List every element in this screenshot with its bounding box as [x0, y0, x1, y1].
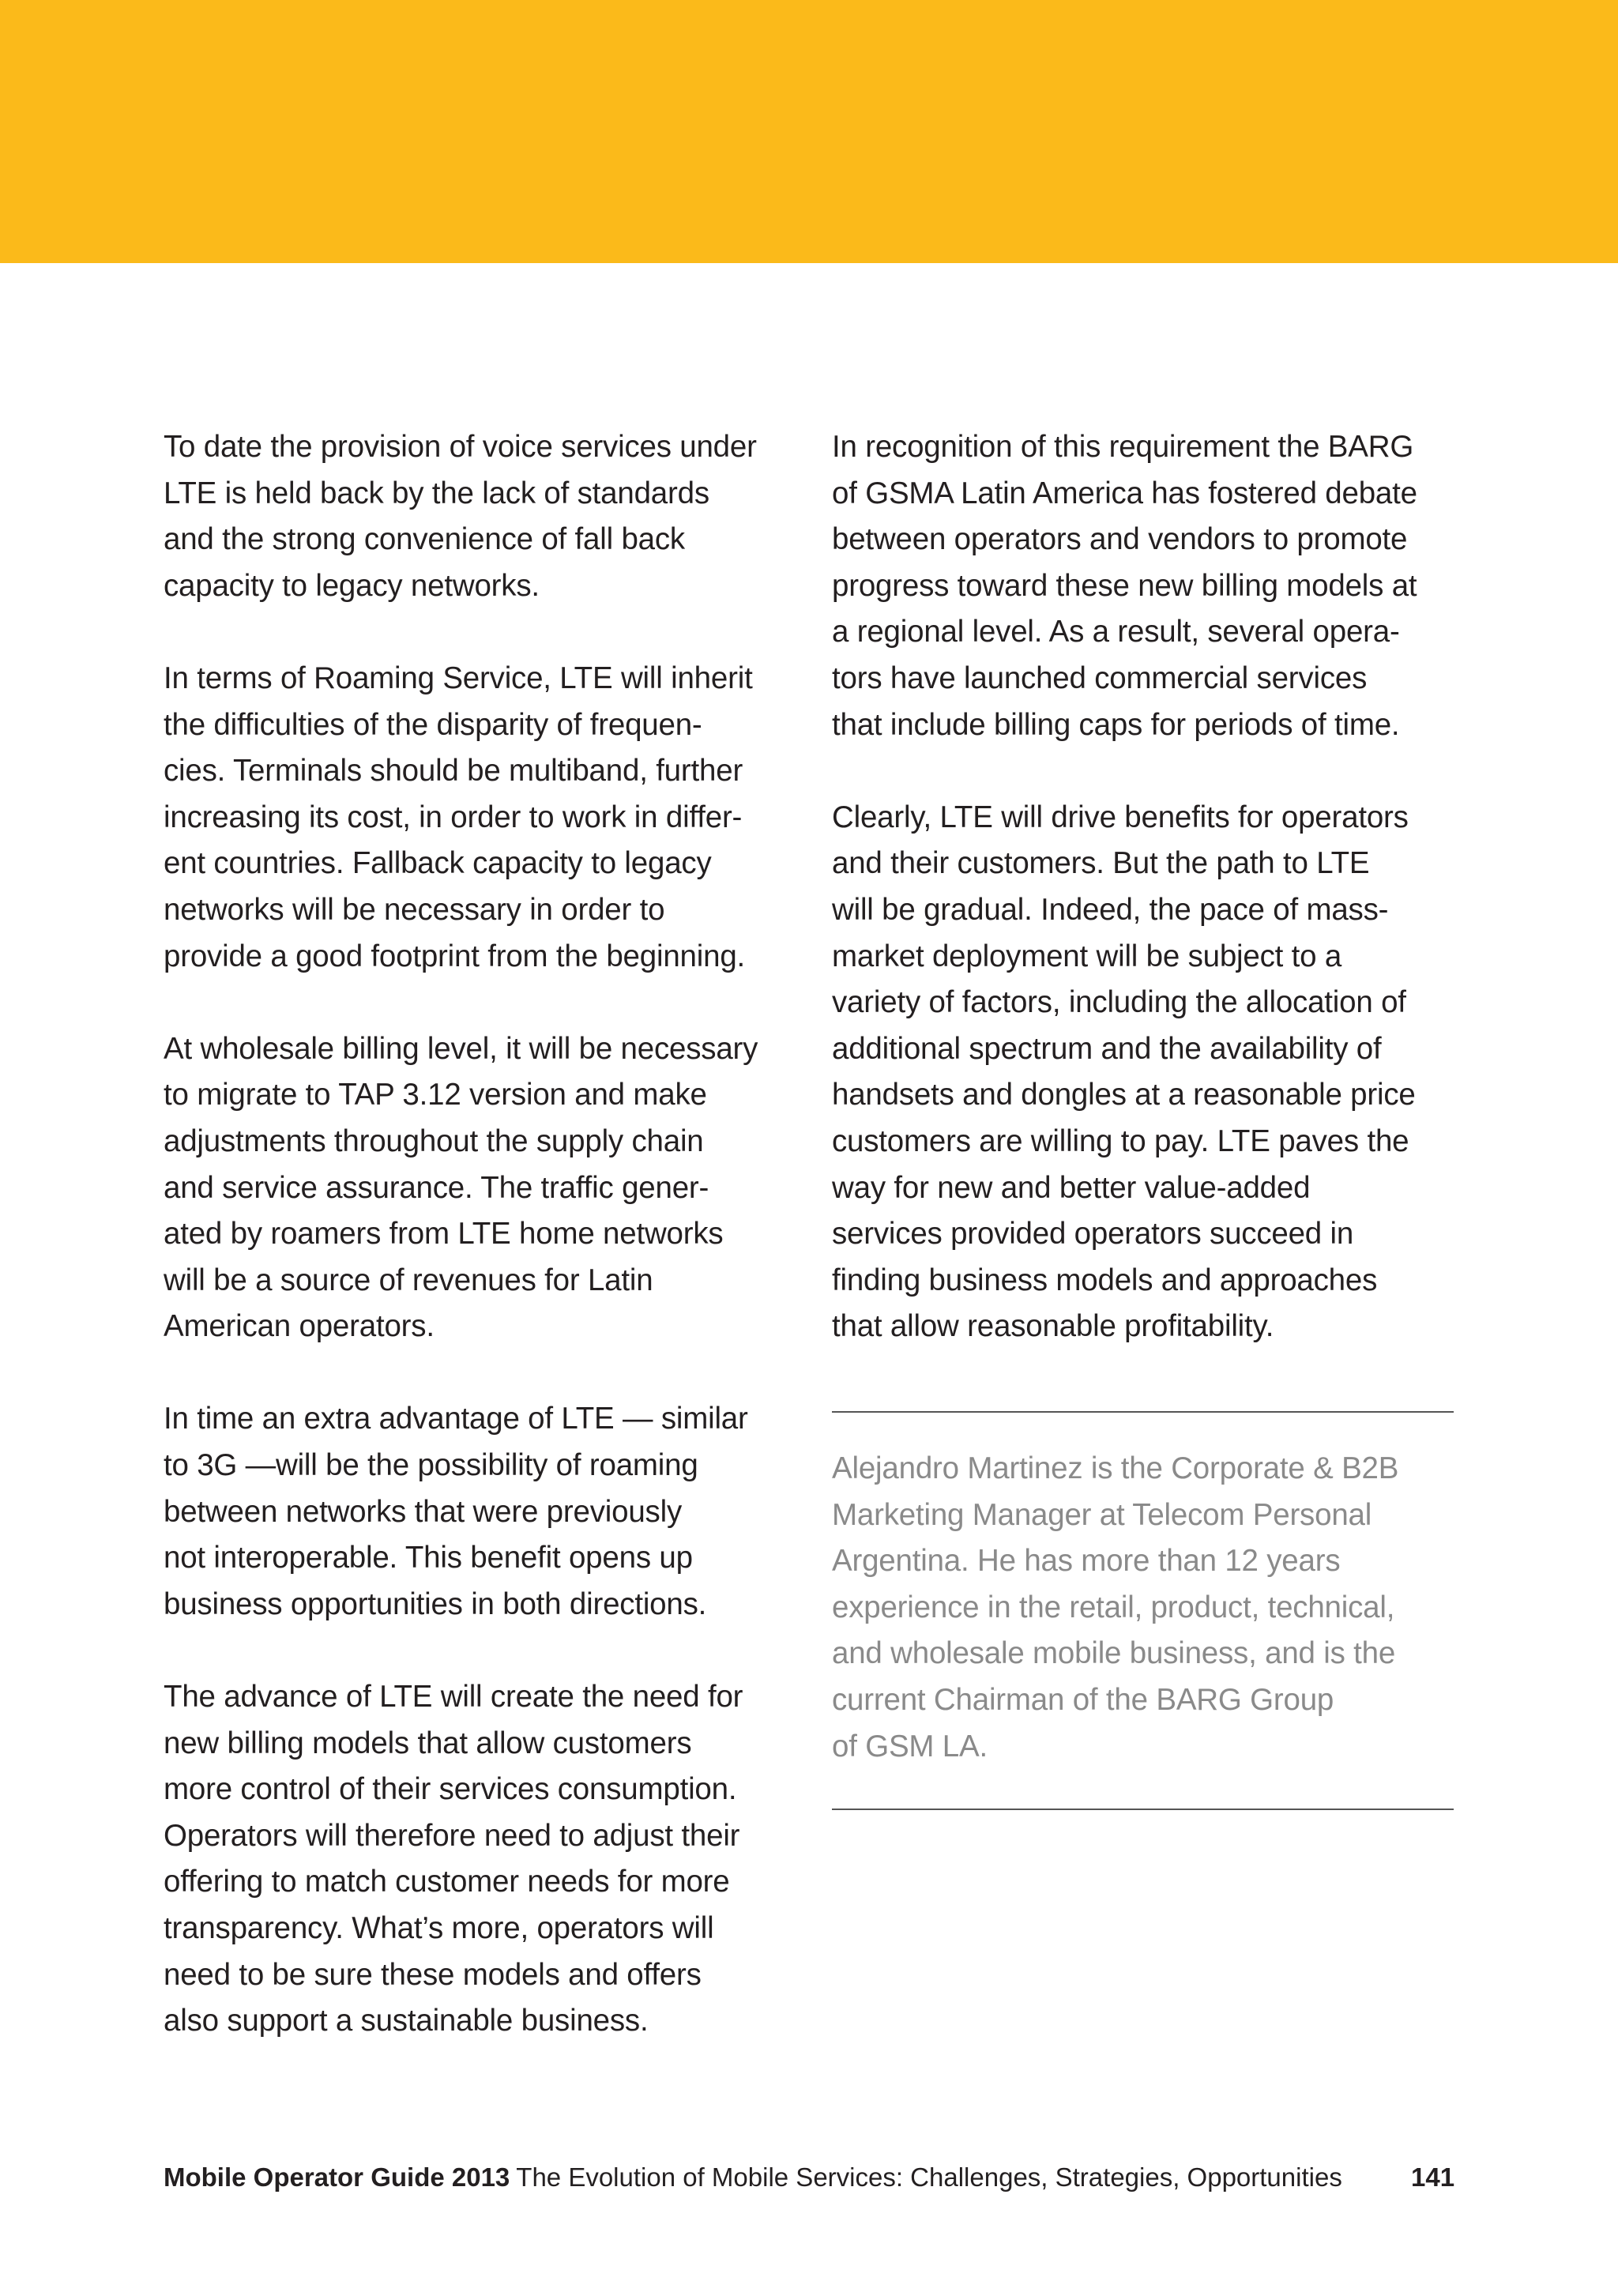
text-line: capacity to legacy networks. [164, 568, 540, 603]
text-line: to migrate to TAP 3.12 version and make [164, 1078, 707, 1112]
text-line: to 3G —will be the possibility of roaming [164, 1448, 698, 1483]
text-line: cies. Terminals should be multiband, further [164, 754, 743, 789]
header-color-band [0, 0, 1618, 263]
text-line: In time an extra advantage of LTE — similar [164, 1402, 748, 1436]
text-line: between networks that were previously [164, 1494, 682, 1529]
text-line: adjustments throughout the supply chain [164, 1124, 704, 1158]
text-line: Clearly, LTE will drive benefits for operators [832, 800, 1409, 834]
bio-line: Alejandro Martinez is the Corporate & B2B [832, 1451, 1399, 1485]
text-line: offering to match customer needs for more [164, 1865, 730, 1899]
text-line: handsets and dongles at a reasonable price [832, 1078, 1416, 1112]
text-line: ent countries. Fallback capacity to legacy [164, 846, 712, 881]
left-text-column [164, 424, 796, 2091]
author-bio [832, 1446, 1456, 1770]
text-line: business opportunities in both directions. [164, 1586, 707, 1621]
page-number: 141 [1411, 2162, 1455, 2192]
text-line: networks will be necessary in order to [164, 892, 665, 927]
text-line: more control of their services consumption. [164, 1772, 737, 1807]
text-line: additional spectrum and the availability of [832, 1031, 1382, 1066]
text-line: In terms of Roaming Service, LTE will inherit [164, 661, 753, 695]
text-line: market deployment will be subject to a [832, 939, 1342, 973]
text-line: way for new and better value-added [832, 1170, 1311, 1205]
text-line: The advance of LTE will create the need for [164, 1680, 743, 1714]
text-line: and the strong convenience of fall back [164, 522, 685, 557]
bio-line: Marketing Manager at Telecom Personal [832, 1497, 1372, 1532]
text-line: customers are willing to pay. LTE paves the [832, 1124, 1409, 1158]
text-line: and their customers. But the path to LTE [832, 846, 1370, 881]
publication-subtitle: The Evolution of Mobile Services: Challenges, Strategies, Opportunities [516, 2162, 1342, 2192]
text-line: need to be sure these models and offers [164, 1957, 702, 1992]
text-line: between operators and vendors to promote [832, 522, 1408, 557]
bio-line: current Chairman of the BARG Group [832, 1682, 1334, 1717]
text-line: provide a good footprint from the beginning. [164, 939, 746, 973]
bio-line: Argentina. He has more than 12 years [832, 1544, 1341, 1579]
text-line: will be a source of revenues for Latin [164, 1263, 653, 1297]
text-line: LTE is held back by the lack of standards [164, 476, 709, 510]
text-line: a regional level. As a result, several opera- [832, 615, 1400, 649]
text-line: Operators will therefore need to adjust their [164, 1818, 740, 1853]
text-line: new billing models that allow customers [164, 1726, 692, 1760]
text-line: will be gradual. Indeed, the pace of mass- [832, 892, 1389, 927]
text-line: To date the provision of voice services under [164, 430, 757, 464]
text-line: of GSMA Latin America has fostered debate [832, 476, 1417, 510]
publication-title: Mobile Operator Guide 2013 [164, 2162, 510, 2192]
text-line: ated by roamers from LTE home networks [164, 1217, 724, 1252]
bio-divider-top [832, 1411, 1454, 1413]
paragraph [164, 1674, 796, 2045]
text-line: that include billing caps for periods of time. [832, 707, 1400, 742]
bio-divider-bottom [832, 1809, 1454, 1810]
text-line: tors have launched commercial services [832, 661, 1368, 695]
paragraph [164, 1026, 796, 1350]
text-line: also support a sustainable business. [164, 2004, 649, 2038]
text-line: In recognition of this requirement the BARG [832, 430, 1414, 464]
text-line: transparency. What’s more, operators will [164, 1911, 714, 1945]
text-line: At wholesale billing level, it will be necessary [164, 1031, 758, 1066]
text-line: increasing its cost, in order to work in differ- [164, 800, 743, 834]
text-line: services provided operators succeed in [832, 1217, 1354, 1252]
paragraph [164, 424, 796, 609]
paragraph [164, 656, 796, 980]
text-line: variety of factors, including the allocation of [832, 985, 1406, 1020]
text-line: American operators. [164, 1309, 435, 1344]
right-text-column [832, 424, 1456, 1396]
text-line: progress toward these new billing models at [832, 568, 1417, 603]
text-line: not interoperable. This benefit opens up [164, 1541, 693, 1575]
paragraph [832, 795, 1456, 1350]
text-line: the difficulties of the disparity of frequen- [164, 707, 702, 742]
text-line: that allow reasonable profitability. [832, 1309, 1274, 1344]
paragraph [164, 1396, 796, 1628]
bio-line: and wholesale mobile business, and is the [832, 1636, 1396, 1671]
paragraph [832, 424, 1456, 748]
page-footer [164, 2159, 1342, 2196]
bio-line: of GSM LA. [832, 1729, 988, 1763]
text-line: finding business models and approaches [832, 1263, 1378, 1297]
bio-line: experience in the retail, product, technical, [832, 1590, 1395, 1624]
text-line: and service assurance. The traffic gener- [164, 1170, 709, 1205]
